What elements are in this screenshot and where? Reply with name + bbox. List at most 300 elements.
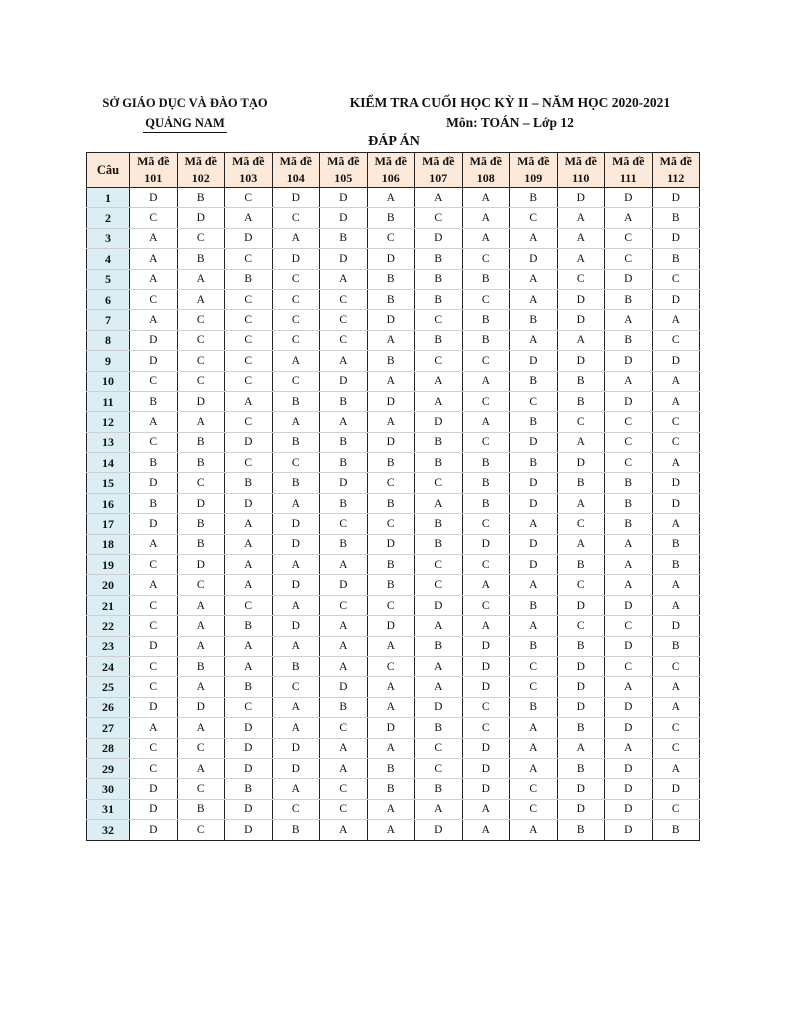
answer-cell: A (415, 188, 463, 208)
answer-cell: B (557, 758, 605, 778)
answer-key-table (86, 152, 700, 841)
answer-cell: A (652, 595, 700, 615)
answer-cell: A (177, 595, 225, 615)
table-header-row (87, 153, 700, 188)
answer-cell: A (462, 412, 510, 432)
answer-cell: A (320, 412, 368, 432)
answer-cell: D (557, 188, 605, 208)
question-number: 11 (87, 391, 130, 411)
answer-cell: D (177, 493, 225, 513)
exam-code-prefix: Mã đề (422, 154, 455, 168)
answer-cell: B (510, 371, 558, 391)
answer-cell: A (652, 310, 700, 330)
answer-cell: A (130, 249, 178, 269)
answer-cell: A (557, 249, 605, 269)
answer-cell: A (557, 208, 605, 228)
answer-cell: D (605, 697, 653, 717)
answer-cell: A (462, 371, 510, 391)
answer-cell: C (462, 514, 510, 534)
answer-cell: D (272, 514, 320, 534)
answer-cell: C (652, 269, 700, 289)
answer-cell: C (605, 412, 653, 432)
answer-cell: C (557, 269, 605, 289)
answer-cell: D (462, 779, 510, 799)
answer-cell: A (320, 269, 368, 289)
question-number: 16 (87, 493, 130, 513)
answer-cell: B (605, 514, 653, 534)
answer-cell: C (367, 228, 415, 248)
answer-cell: C (367, 595, 415, 615)
answer-cell: A (510, 228, 558, 248)
exam-title: KIỂM TRA CUỐI HỌC KỲ II – NĂM HỌC 2020-2021 (349, 95, 671, 110)
answer-cell: A (272, 228, 320, 248)
answer-cell: D (652, 289, 700, 309)
answer-cell: A (367, 697, 415, 717)
answer-cell: C (605, 432, 653, 452)
answer-cell: A (415, 371, 463, 391)
answer-cell: A (557, 432, 605, 452)
answer-cell: B (652, 249, 700, 269)
question-number: 10 (87, 371, 130, 391)
answer-cell: D (130, 330, 178, 350)
table-row (87, 820, 700, 840)
answer-cell: C (130, 738, 178, 758)
answer-cell: A (367, 412, 415, 432)
question-number: 21 (87, 595, 130, 615)
answer-cell: A (510, 575, 558, 595)
answer-cell: A (462, 575, 510, 595)
answer-cell: B (557, 718, 605, 738)
answer-cell: C (225, 249, 273, 269)
answer-cell: B (462, 473, 510, 493)
answer-cell: C (130, 432, 178, 452)
question-number: 4 (87, 249, 130, 269)
answer-cell: B (557, 636, 605, 656)
answer-cell: A (130, 534, 178, 554)
answer-cell: C (367, 473, 415, 493)
table-row (87, 555, 700, 575)
answer-cell: B (605, 493, 653, 513)
answer-cell: C (367, 656, 415, 676)
answer-cell: A (605, 371, 653, 391)
answer-key-title: ĐÁP ÁN (368, 134, 420, 149)
answer-cell: A (415, 677, 463, 697)
answer-cell: A (510, 616, 558, 636)
table-row (87, 718, 700, 738)
answer-cell: B (652, 534, 700, 554)
answer-cell: C (130, 208, 178, 228)
answer-cell: A (130, 718, 178, 738)
question-number: 3 (87, 228, 130, 248)
answer-cell: B (130, 453, 178, 473)
answer-cell: B (320, 391, 368, 411)
answer-cell: C (557, 412, 605, 432)
answer-cell: A (510, 269, 558, 289)
answer-cell: D (177, 555, 225, 575)
question-number: 7 (87, 310, 130, 330)
answer-cell: D (320, 677, 368, 697)
answer-cell: A (415, 656, 463, 676)
exam-code-header (272, 153, 320, 188)
answer-cell: B (177, 188, 225, 208)
question-number: 14 (87, 453, 130, 473)
answer-cell: C (462, 351, 510, 371)
table-row (87, 473, 700, 493)
table-row (87, 249, 700, 269)
answer-cell: B (415, 453, 463, 473)
answer-cell: A (130, 412, 178, 432)
answer-cell: C (462, 249, 510, 269)
answer-cell: D (130, 799, 178, 819)
question-number: 2 (87, 208, 130, 228)
answer-cell: A (320, 351, 368, 371)
answer-cell: C (415, 473, 463, 493)
answer-cell: B (177, 799, 225, 819)
answer-cell: D (462, 738, 510, 758)
answer-cell: B (510, 697, 558, 717)
exam-code-prefix: Mã đề (612, 154, 645, 168)
answer-cell: D (225, 758, 273, 778)
answer-cell: A (225, 534, 273, 554)
answer-cell: B (320, 228, 368, 248)
answer-cell: C (415, 758, 463, 778)
answer-cell: C (320, 718, 368, 738)
answer-cell: B (367, 208, 415, 228)
answer-cell: C (652, 330, 700, 350)
answer-cell: B (225, 269, 273, 289)
answer-cell: A (130, 575, 178, 595)
answer-cell: C (652, 432, 700, 452)
answer-cell: C (557, 575, 605, 595)
answer-cell: A (462, 188, 510, 208)
answer-cell: D (605, 820, 653, 840)
answer-cell: C (225, 453, 273, 473)
answer-cell: B (367, 575, 415, 595)
exam-code-header (415, 153, 463, 188)
answer-cell: C (177, 738, 225, 758)
question-number: 22 (87, 616, 130, 636)
answer-cell: A (415, 799, 463, 819)
answer-cell: A (605, 575, 653, 595)
question-number: 26 (87, 697, 130, 717)
answer-cell: A (605, 310, 653, 330)
answer-cell: A (462, 228, 510, 248)
answer-cell: A (462, 799, 510, 819)
answer-cell: D (510, 249, 558, 269)
answer-cell: D (225, 432, 273, 452)
answer-cell: A (225, 636, 273, 656)
answer-cell: D (557, 351, 605, 371)
answer-cell: C (462, 289, 510, 309)
answer-cell: A (320, 616, 368, 636)
answer-cell: B (367, 779, 415, 799)
answer-cell: D (130, 820, 178, 840)
answer-cell: B (462, 330, 510, 350)
answer-cell: A (367, 820, 415, 840)
answer-cell: C (652, 799, 700, 819)
answer-cell: B (510, 595, 558, 615)
exam-code-number: 107 (429, 171, 448, 185)
exam-code-header (557, 153, 605, 188)
answer-cell: A (652, 453, 700, 473)
answer-cell: A (272, 779, 320, 799)
answer-cell: D (130, 188, 178, 208)
answer-cell: B (652, 555, 700, 575)
answer-cell: C (605, 616, 653, 636)
answer-cell: B (320, 453, 368, 473)
answer-cell: C (130, 656, 178, 676)
answer-cell: D (510, 555, 558, 575)
answer-cell: B (367, 493, 415, 513)
answer-cell: D (605, 718, 653, 738)
answer-cell: A (415, 391, 463, 411)
answer-cell: B (367, 351, 415, 371)
question-column-header: Câu (87, 153, 130, 188)
answer-cell: A (130, 228, 178, 248)
answer-cell: B (367, 555, 415, 575)
answer-cell: D (652, 473, 700, 493)
answer-cell: D (272, 575, 320, 595)
answer-cell: A (652, 758, 700, 778)
answer-cell: B (320, 697, 368, 717)
answer-cell: C (272, 269, 320, 289)
answer-cell: A (177, 289, 225, 309)
answer-cell: B (320, 534, 368, 554)
answer-cell: D (225, 228, 273, 248)
answer-cell: B (605, 473, 653, 493)
answer-cell: C (177, 473, 225, 493)
answer-cell: C (510, 677, 558, 697)
answer-cell: A (225, 575, 273, 595)
answer-cell: D (557, 310, 605, 330)
answer-cell: B (272, 656, 320, 676)
exam-code-number: 101 (144, 171, 163, 185)
answer-cell: D (320, 575, 368, 595)
answer-cell: B (177, 453, 225, 473)
answer-cell: A (367, 636, 415, 656)
answer-cell: C (557, 616, 605, 636)
question-number: 12 (87, 412, 130, 432)
answer-cell: B (415, 636, 463, 656)
answer-cell: B (462, 493, 510, 513)
answer-cell: A (320, 555, 368, 575)
answer-cell: C (510, 779, 558, 799)
answer-cell: D (130, 514, 178, 534)
exam-code-number: 104 (286, 171, 305, 185)
answer-cell: C (462, 555, 510, 575)
answer-cell: D (605, 269, 653, 289)
answer-cell: D (652, 493, 700, 513)
exam-code-prefix: Mã đề (327, 154, 360, 168)
answer-cell: B (272, 473, 320, 493)
answer-cell: D (225, 820, 273, 840)
answer-cell: C (320, 779, 368, 799)
answer-cell: A (177, 269, 225, 289)
answer-cell: D (225, 799, 273, 819)
exam-code-header (130, 153, 178, 188)
answer-cell: A (652, 514, 700, 534)
answer-cell: D (605, 351, 653, 371)
answer-cell: A (225, 514, 273, 534)
answer-cell: D (272, 738, 320, 758)
answer-cell: A (320, 656, 368, 676)
exam-code-prefix: Mã đề (517, 154, 550, 168)
answer-cell: B (177, 432, 225, 452)
exam-code-header (510, 153, 558, 188)
answer-cell: A (510, 718, 558, 738)
table-row (87, 677, 700, 697)
table-row (87, 310, 700, 330)
table-row (87, 738, 700, 758)
answer-cell: D (510, 432, 558, 452)
answer-cell: C (320, 799, 368, 819)
answer-cell: A (557, 738, 605, 758)
answer-cell: C (415, 555, 463, 575)
answer-cell: A (652, 391, 700, 411)
answer-cell: D (177, 391, 225, 411)
answer-cell: B (415, 249, 463, 269)
question-number: 1 (87, 188, 130, 208)
answer-cell: C (130, 758, 178, 778)
answer-cell: D (605, 758, 653, 778)
exam-code-header (462, 153, 510, 188)
answer-cell: B (367, 758, 415, 778)
answer-cell: B (320, 493, 368, 513)
exam-code-number: 111 (619, 171, 637, 185)
exam-code-header (367, 153, 415, 188)
answer-cell: D (510, 351, 558, 371)
answer-cell: C (130, 371, 178, 391)
answer-cell: A (510, 514, 558, 534)
answer-cell: B (415, 269, 463, 289)
answer-cell: C (415, 310, 463, 330)
answer-cell: C (320, 514, 368, 534)
answer-cell: C (510, 391, 558, 411)
answer-cell: A (272, 718, 320, 738)
question-number: 17 (87, 514, 130, 534)
answer-cell: D (130, 351, 178, 371)
answer-cell: B (367, 269, 415, 289)
answer-cell: C (605, 453, 653, 473)
question-number: 5 (87, 269, 130, 289)
question-number: 30 (87, 779, 130, 799)
exam-code-number: 105 (334, 171, 353, 185)
exam-header (300, 93, 720, 133)
answer-cell: B (130, 391, 178, 411)
answer-cell: B (652, 636, 700, 656)
question-number: 29 (87, 758, 130, 778)
answer-cell: A (272, 351, 320, 371)
answer-cell: D (557, 289, 605, 309)
answer-cell: D (652, 351, 700, 371)
answer-cell: D (225, 738, 273, 758)
answer-cell: D (367, 534, 415, 554)
answer-cell: C (462, 718, 510, 738)
table-row (87, 432, 700, 452)
exam-code-prefix: Mã đề (564, 154, 597, 168)
table-row (87, 208, 700, 228)
answer-cell: C (320, 289, 368, 309)
answer-cell: C (272, 208, 320, 228)
answer-cell: C (462, 595, 510, 615)
answer-cell: D (225, 493, 273, 513)
answer-cell: C (510, 656, 558, 676)
answer-cell: D (557, 697, 605, 717)
answer-cell: D (272, 188, 320, 208)
answer-cell: A (557, 534, 605, 554)
answer-cell: D (367, 616, 415, 636)
table-row (87, 616, 700, 636)
answer-cell: D (557, 677, 605, 697)
question-number: 25 (87, 677, 130, 697)
answer-cell: B (557, 820, 605, 840)
answer-cell: A (320, 738, 368, 758)
answer-cell: A (510, 820, 558, 840)
answer-cell: C (652, 412, 700, 432)
answer-cell: A (557, 228, 605, 248)
table-row (87, 636, 700, 656)
answer-cell: D (652, 779, 700, 799)
answer-cell: C (272, 330, 320, 350)
table-row (87, 595, 700, 615)
answer-cell: C (415, 738, 463, 758)
answer-cell: B (177, 656, 225, 676)
answer-cell: B (130, 493, 178, 513)
exam-code-prefix: Mã đề (184, 154, 217, 168)
answer-cell: D (605, 391, 653, 411)
answer-cell: B (652, 820, 700, 840)
answer-cell: A (510, 758, 558, 778)
answer-cell: A (367, 188, 415, 208)
answer-cell: A (177, 718, 225, 738)
answer-cell: C (272, 289, 320, 309)
table-row (87, 534, 700, 554)
table-row (87, 493, 700, 513)
answer-cell: D (605, 188, 653, 208)
answer-cell: D (462, 636, 510, 656)
answer-cell: C (130, 677, 178, 697)
answer-cell: A (272, 493, 320, 513)
answer-cell: D (652, 188, 700, 208)
answer-cell: B (415, 432, 463, 452)
exam-code-header (652, 153, 700, 188)
answer-cell: B (415, 330, 463, 350)
table-row (87, 351, 700, 371)
table-row (87, 514, 700, 534)
answer-cell: A (225, 391, 273, 411)
answer-cell: D (415, 412, 463, 432)
answer-cell: C (557, 514, 605, 534)
answer-cell: D (462, 677, 510, 697)
answer-cell: C (272, 371, 320, 391)
answer-cell: C (462, 432, 510, 452)
answer-cell: D (272, 758, 320, 778)
answer-cell: D (225, 718, 273, 738)
answer-cell: B (557, 391, 605, 411)
table-row (87, 188, 700, 208)
answer-cell: A (652, 677, 700, 697)
answer-cell: A (272, 636, 320, 656)
answer-cell: C (130, 555, 178, 575)
answer-cell: B (272, 820, 320, 840)
answer-cell: A (462, 208, 510, 228)
answer-cell: A (320, 636, 368, 656)
answer-cell: B (367, 289, 415, 309)
question-number: 28 (87, 738, 130, 758)
answer-cell: B (605, 289, 653, 309)
answer-cell: C (652, 738, 700, 758)
answer-cell: D (605, 779, 653, 799)
